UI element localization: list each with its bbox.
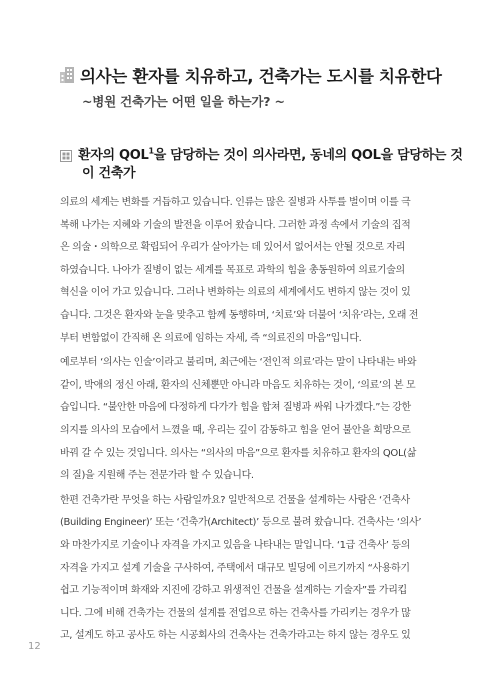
heading-rest-text: 을 담당하는 것이 의사라면, 동네의 QOL을 담당하는 것 xyxy=(153,148,463,163)
paragraph-line: 예로부터 ‘의사는 인술’이라고 불리며, 최근에는 ‘전인적 의료’라는 말이 나타내는 바와 xyxy=(60,357,417,369)
paragraph-line: 쉽고 기능적이며 화재와 지진에 강하고 위생적인 건물을 설계하는 기술자”를 가리킵 xyxy=(60,585,407,597)
paragraph xyxy=(60,490,455,648)
footnote-marker: 1 xyxy=(148,146,154,156)
paragraph-line: 의 질)을 지원해 주는 전문가라 할 수 있습니다. xyxy=(60,470,254,482)
paragraph-line: 복해 나가는 지혜와 기술의 발전을 이루어 왔습니다. 그러한 과정 속에서 기술의 집적 xyxy=(60,219,411,231)
paragraph-line: 은 의술・의학으로 확립되어 우리가 살아가는 데 있어서 없어서는 안될 것으로 자리 xyxy=(60,242,406,254)
section-heading-line-1 xyxy=(78,147,463,165)
chapter-subtitle: ~병원 건축가는 어떤 일을 하는가? ~ xyxy=(82,94,285,109)
paragraph-line: 하였습니다. 나아가 질병이 없는 세계를 목표로 과학의 힘을 총동원하여 의료기술의 xyxy=(60,264,405,276)
paragraph-line: 고, 설계도 하고 공사도 하는 시공회사의 건축사는 건축가라고는 하지 않는 경우도 있 xyxy=(60,630,411,642)
heading-qol-text: 환자의 QOL xyxy=(78,148,149,163)
paragraph-line: 혁신을 이어 가고 있습니다. 그러나 변화하는 의료의 세계에서도 변하지 않는 것이 있 xyxy=(60,287,411,299)
page-number: 12 xyxy=(28,641,41,652)
paragraph-line: 습입니다. “불안한 마음에 다정하게 다가가 힘을 합쳐 질병과 싸워 나가겠다.”는 강한 xyxy=(60,402,411,414)
section-heading xyxy=(60,146,463,183)
paragraph-line: 와 마찬가지로 기술이나 자격을 가지고 있음을 나타내는 말입니다. ‘1급 건축사’ 등의 xyxy=(60,539,411,551)
square-bullet-icon xyxy=(60,150,72,162)
section-heading-line-2: 이 건축가 xyxy=(82,166,136,181)
paragraph-line: 한편 건축가란 무엇을 하는 사람일까요? 일반적으로 건물을 설계하는 사람은 ‘건축사 xyxy=(60,494,410,506)
section-heading-text xyxy=(78,147,463,183)
paragraph-line: 니다. 그에 비해 건축가는 건물의 설계를 전업으로 하는 건축사를 가리키는 경우가 많 xyxy=(60,607,411,619)
paragraph-line: 부터 변함없이 간직해 온 의료에 임하는 자세, 즉 “의료진의 마음”입니다. xyxy=(60,332,362,344)
paragraph-line: (Building Engineer)’ 또는 ‘건축가(Architect)’ 등으로 불려 왔습니다. 건축사는 ‘의사’ xyxy=(60,517,422,529)
body-text xyxy=(60,192,455,650)
paragraph-line: 바꿔 갈 수 있는 것입니다. 의사는 “의사의 마음”으로 환자를 치유하고 환자의 QOL(삶 xyxy=(60,447,417,459)
paragraph-line: 의료의 세계는 변화를 거듭하고 있습니다. 인류는 많은 질병과 사투를 벌이며 이를 극 xyxy=(60,197,411,208)
paragraph xyxy=(60,352,455,488)
paragraph xyxy=(60,192,455,350)
paragraph-line: 자격을 가지고 설계 기술을 구사하여, 주택에서 대규모 빌딩에 이르기까지 “사용하기 xyxy=(60,562,410,574)
chapter-title: 의사는 환자를 치유하고, 건축가는 도시를 치유한다 xyxy=(80,67,442,86)
building-icon xyxy=(60,67,74,83)
chapter-title-row xyxy=(60,63,460,87)
paragraph-line: 같이, 박애의 정신 아래, 환자의 신체뿐만 아니라 마음도 치유하는 것이, ‘의료’의 본 모 xyxy=(60,379,416,391)
paragraph-line: 의지를 의사의 모습에서 느꼈을 때, 우리는 깊이 감동하고 힘을 얻어 불안을 희망으로 xyxy=(60,424,411,436)
paragraph-line: 습니다. 그것은 환자와 눈을 맞추고 함께 동행하며, ‘치료’와 더불어 ‘치유’라는, 오래 전 xyxy=(60,309,419,321)
